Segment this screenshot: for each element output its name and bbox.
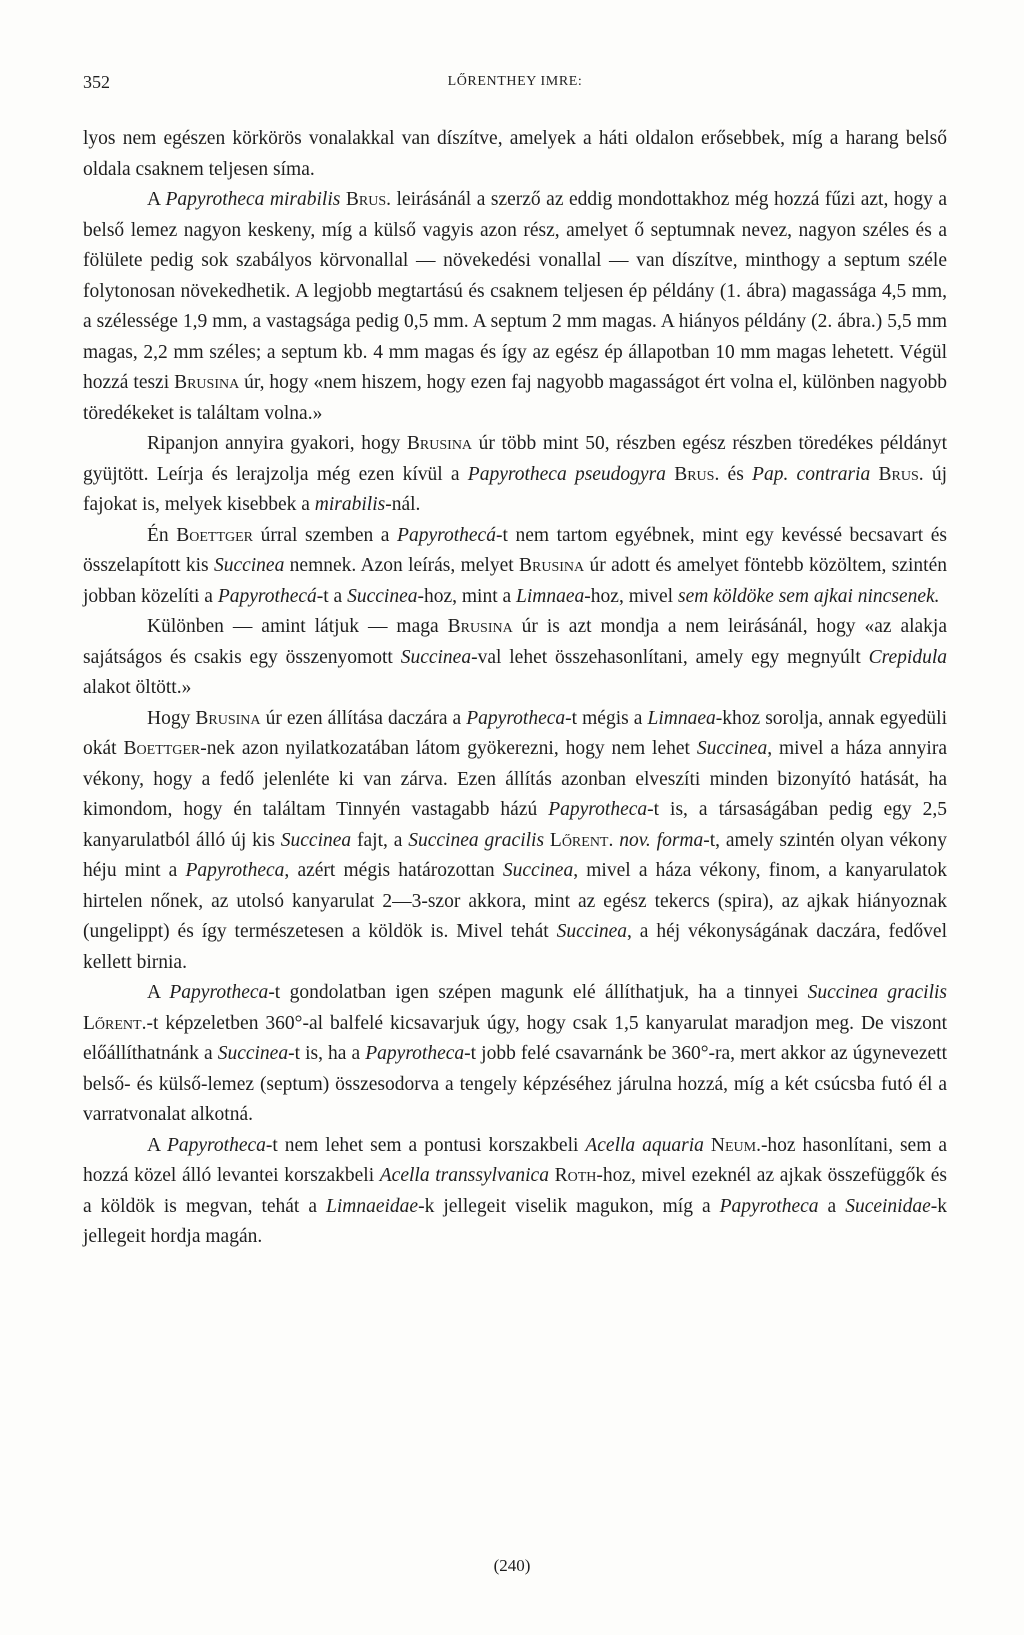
text-run: úr adott és amelyet föntebb közöltem, szintén jobban közelíti a xyxy=(83,555,947,607)
text-run: -k jellegeit viselik magukon, míg a xyxy=(418,1195,720,1217)
text-run: . és xyxy=(714,463,753,485)
text-run: -t nem tartom egyébnek, mint egy kevéssé becsavart és összelapított kis xyxy=(83,524,948,576)
page-header xyxy=(83,72,947,92)
text-run: úr, hogy «nem hiszem, hogy ezen faj nagyobb magasságot ért volna el, különben nagyobb töredékeket is találtam volna.» xyxy=(83,372,948,424)
paragraph xyxy=(83,612,947,704)
text-run: A xyxy=(147,1134,167,1156)
italic-run: Papyrothecá xyxy=(217,585,317,607)
italic-run: nov. forma xyxy=(619,829,704,851)
body-text xyxy=(83,124,947,1253)
text-run: -nál. xyxy=(385,494,421,515)
paragraph xyxy=(83,185,947,429)
text-run: úr ezen állítása daczára a xyxy=(260,707,467,729)
paragraph xyxy=(83,1131,947,1253)
italic-run: Papyrotheca xyxy=(548,799,648,820)
italic-run: Papyrotheca pseudogyra xyxy=(467,463,666,485)
page-number: 352 xyxy=(83,72,110,92)
italic-run: Succinea xyxy=(400,646,472,668)
running-head: LŐRENTHEY IMRE: xyxy=(447,74,583,89)
small-caps-run: Boettger xyxy=(123,738,201,759)
text-run: lyos nem egészen körkörös vonalakkal van díszítve, amelyek a háti oldalon erősebbek, míg a harang belső oldala csaknem teljesen síma. xyxy=(83,128,947,180)
text-run: úr is azt mondja a nem leirásánál, hogy «az alakja sajátságos és csakis egy összenyomott xyxy=(83,616,948,668)
text-run: A xyxy=(147,189,166,210)
text-run: -t jobb felé csavarnánk be 360°-ra, mert akkor az úgynevezett belső- és külső-lemez (septum) összesodorva a tengely képzéséhez járulna hozzá, míg a két csúcsba futó él a varratvonalat alkotná. xyxy=(83,1043,947,1125)
italic-run: sem köldöke sem ajkai nincsenek. xyxy=(677,585,940,607)
text-run: Én xyxy=(147,524,177,546)
paragraph xyxy=(83,978,947,1131)
italic-run: Succinea gracilis xyxy=(408,829,545,851)
text-run: .-t képzeletben 360°-al balfelé kicsavarjuk úgy, hogy csak 1,5 kanyarulat maradjon meg. De viszont előállíthatnánk a xyxy=(83,1012,947,1064)
text-run: alakot öltött.» xyxy=(83,677,192,698)
italic-run: Papyrothecá xyxy=(397,524,496,546)
italic-run: Papyrotheca xyxy=(719,1195,819,1217)
italic-run: Succinea xyxy=(696,738,768,759)
italic-run: Succinea xyxy=(556,921,627,942)
text-run: a xyxy=(818,1195,846,1217)
italic-run: Acella aquaria xyxy=(585,1134,704,1156)
paragraph xyxy=(83,521,947,613)
text-run: -k jellegeit hordja magán. xyxy=(83,1195,948,1247)
italic-run: Limnaea xyxy=(516,585,585,607)
small-caps-run: Lőrent xyxy=(83,1012,142,1034)
italic-run: Papyrotheca xyxy=(365,1043,465,1064)
text-run xyxy=(704,1135,711,1156)
text-run: úrral szemben a xyxy=(253,524,398,546)
text-run: -hoz, mivel ezeknél az ajkak összefüggők és a köldök is megvan, tehát a xyxy=(83,1165,947,1217)
small-caps-run: Brusina xyxy=(447,616,513,637)
small-caps-run: Brusina xyxy=(406,433,473,454)
text-run: Hogy xyxy=(147,707,196,729)
text-run: . xyxy=(608,829,620,851)
text-run: -hoz, mivel xyxy=(584,585,678,607)
text-run: -t mégis a xyxy=(565,707,648,729)
small-caps-run: Boettger xyxy=(176,524,254,546)
italic-run: Succinea xyxy=(502,860,574,881)
italic-run: Papyrotheca xyxy=(166,1134,266,1156)
paragraph xyxy=(83,124,947,185)
text-run: fajt, a xyxy=(351,829,409,851)
text-run xyxy=(666,464,674,485)
paragraph xyxy=(83,429,947,521)
italic-run: Papyrotheca xyxy=(466,707,566,729)
text-run: -t, amely szintén olyan vékony héju mint a xyxy=(83,829,948,881)
italic-run: Suceinidae xyxy=(845,1195,931,1217)
italic-run: Pap. contraria xyxy=(752,463,871,485)
italic-run: Acella transsylvanica xyxy=(379,1165,549,1186)
text-run: nemnek. Azon leírás, melyet xyxy=(284,555,519,576)
text-run: . leirásánál a szerző az eddig mondottakhoz még hozzá fűzi azt, hogy a belső lemez nagyon keskeny, míg a külső vagyis azon rész, amelyet ő septumnak nevez, nagyon széles és a fölülete pedig sok szabályos körvonallal — növekedési vonallal — van díszítve, minthogy a septum széle folytonosan növekedhetik. A legjobb megtartású és csaknem teljesen ép példány (1. ábra) magassága 4,5 mm, a szélessége 1,9 mm, a vastagsága pedig 0,5 mm. A septum 2 mm magas. A hiányos példány (2. ábra.) 5,5 mm magas, 2,2 mm széles; a septum kb. 4 mm magas és így az egész ép állapotban 10 mm magas lehetett. Végül hozzá teszi xyxy=(83,189,948,393)
italic-run: mirabilis xyxy=(314,494,386,515)
italic-run: Papyrotheca xyxy=(169,982,269,1003)
text-run: -t gondolatban igen szépen magunk elé állíthatjuk, ha a tinnyei xyxy=(268,982,808,1003)
small-caps-run: Brusina xyxy=(195,707,261,729)
text-run: Ripanjon annyira gyakori, hogy xyxy=(147,433,407,454)
text-run: , a héj vékonyságának daczára, fedővel kellett birnia. xyxy=(83,921,947,973)
small-caps-run: Brus xyxy=(345,189,387,210)
italic-run: Succinea gracilis xyxy=(807,982,947,1003)
text-run: , mivel a háza vékony, finom, a kanyarulatok hirtelen nőnek, az utolsó kanyarulat 2—3-szor akkora, mint az egész tekercs (spira), az ajkak hiányoznak (ungelippt) és így természetesen a köldök is. Mivel tehát xyxy=(83,860,947,942)
small-caps-run: Lőrent xyxy=(549,829,609,851)
text-run: -khoz sorolja, annak egyedüli okát xyxy=(83,707,947,759)
italic-run: Succinea xyxy=(347,585,418,607)
text-run: , azért mégis határozottan xyxy=(284,860,503,881)
small-caps-run: Neum xyxy=(710,1134,757,1156)
text-run: -hoz, mint a xyxy=(417,585,517,607)
text-run: -t is, ha a xyxy=(288,1043,366,1064)
italic-run: Limnaea xyxy=(647,707,716,729)
paragraph xyxy=(83,704,947,979)
small-caps-run: Brusina xyxy=(519,555,585,576)
text-run: úr több mint 50, részben egész részben töredékes példányt gyüjtött. Leírja és lerajzolja még ezen kívül a xyxy=(83,433,947,485)
text-run: .-hoz hasonlítani, sem a hozzá közel álló levantei korszakbeli xyxy=(83,1134,947,1186)
italic-run: Succinea xyxy=(217,1043,289,1064)
text-run: Különben — amint látjuk — maga xyxy=(147,616,448,637)
small-caps-run: Brus xyxy=(878,463,919,485)
small-caps-run: Brusina xyxy=(174,372,240,393)
signature-mark: (240) xyxy=(493,1556,531,1575)
text-run: -t a xyxy=(316,585,348,607)
italic-run: Papyrotheca mirabilis xyxy=(165,189,341,210)
text-run: -t is, a társaságában pedig egy 2,5 kanyarulatból álló új kis xyxy=(83,799,947,851)
italic-run: Limnaeidae xyxy=(326,1195,419,1217)
text-run: . új fajokat is, melyek kisebbek a xyxy=(83,463,948,515)
text-run: , mivel a háza annyira vékony, hogy a fedő jelenléte ki van zárva. Ezen állítás azonban elveszíti minden bizonyító hatását, ha kimondom, hogy én találtam Tinnyén vastagabb házú xyxy=(83,738,947,820)
text-run: -val lehet összehasonlítani, amely egy megnyúlt xyxy=(471,646,869,668)
text-run: A xyxy=(147,982,170,1003)
italic-run: Succinea xyxy=(213,555,285,576)
small-caps-run: Roth xyxy=(554,1165,597,1186)
text-run: -t nem lehet sem a pontusi korszakbeli xyxy=(265,1134,586,1156)
small-caps-run: Brus xyxy=(674,463,715,485)
text-run: -nek azon nyilatkozatában látom gyökerezni, hogy nem lehet xyxy=(200,738,697,759)
italic-run: Succinea xyxy=(280,829,352,851)
italic-run: Papyrotheca xyxy=(185,860,285,881)
italic-run: Crepidula xyxy=(868,646,947,668)
